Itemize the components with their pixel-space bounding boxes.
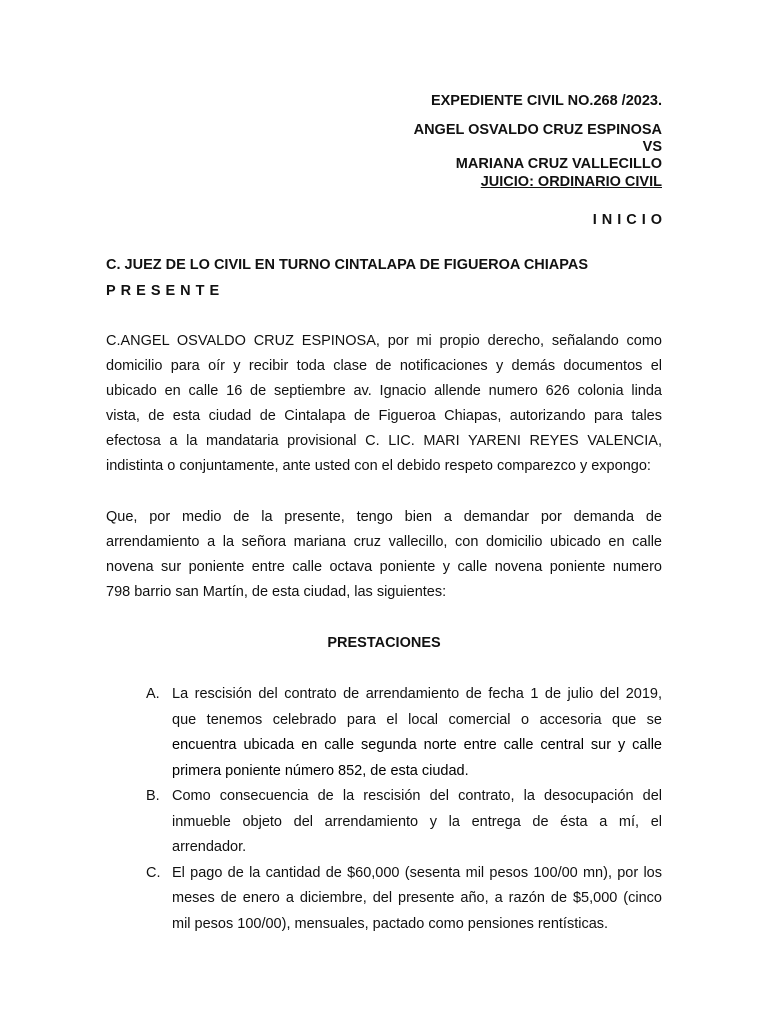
list-line: El pago de la cantidad de $60,000 (sesenta mil pesos 100/00 mn), por los	[172, 864, 662, 881]
list-line: encuentra ubicada en calle segunda norte entre calle central sur y calle	[172, 737, 662, 753]
list-line: que tenemos celebrado para el local comercial o accesoria que se	[172, 711, 662, 728]
list-item	[146, 682, 662, 784]
list-line: La rescisión del contrato de arrendamiento de fecha 1 de julio del 2019,	[172, 686, 662, 702]
list-marker: C.	[146, 864, 161, 881]
demand-line: novena sur poniente entre calle octava poniente y calle novena poniente numero	[106, 559, 662, 575]
case-number: EXPEDIENTE CIVIL NO.268 /2023.	[430, 93, 662, 109]
list-marker: B.	[146, 788, 160, 804]
list-item	[146, 784, 662, 861]
list-item	[146, 861, 662, 938]
list-line: Como consecuencia de la rescisión del contrato, la desocupación del	[172, 788, 662, 804]
demand-line: Que, por medio de la presente, tengo bien a demandar por demanda de	[106, 509, 662, 525]
list-marker: A.	[146, 686, 160, 702]
intro-paragraph	[106, 329, 662, 479]
trial-type: JUICIO: ORDINARIO CIVIL	[480, 174, 662, 190]
demand-paragraph	[106, 505, 662, 605]
plaintiff-name: ANGEL OSVALDO CRUZ ESPINOSA	[413, 122, 662, 138]
start-label: INICIO	[592, 212, 667, 228]
demand-line: arrendamiento a la señora mariana cruz vallecillo, con domicilio ubicado en calle	[106, 534, 662, 550]
list-line: arrendador.	[172, 839, 247, 855]
versus-label: VS	[642, 139, 662, 155]
intro-line: indistinta o conjuntamente, ante usted con el debido respeto comparezco y expongo:	[106, 458, 651, 474]
list-line: primera poniente número 852, de esta ciudad.	[172, 762, 469, 779]
list-line: meses de enero a diciembre, del presente año, a razón de $5,000 (cinco	[172, 890, 662, 906]
intro-line: efectosa a la mandataria provisional C. LIC. MARI YARENI REYES VALENCIA,	[106, 433, 662, 449]
list-line: inmueble objeto del arrendamiento y la entrega de ésta a mí, el	[172, 813, 662, 830]
intro-line: C.ANGEL OSVALDO CRUZ ESPINOSA, por mi propio derecho, señalando como	[106, 333, 662, 349]
defendant-name: MARIANA CRUZ VALLECILLO	[455, 156, 662, 172]
intro-line: ubicado en calle 16 de septiembre av. Ignacio allende numero 626 colonia linda	[106, 383, 662, 399]
intro-line: domicilio para oír y recibir toda clase de notificaciones y demás documentos el	[106, 358, 662, 374]
demand-line: 798 barrio san Martín, de esta ciudad, las siguientes:	[106, 584, 447, 600]
prestaciones-heading: PRESTACIONES	[327, 635, 441, 651]
list-line: mil pesos 100/00), mensuales, pactado como pensiones rentísticas.	[172, 915, 609, 932]
judge-addressee: C. JUEZ DE LO CIVIL EN TURNO CINTALAPA DE FIGUEROA CHIAPAS	[106, 257, 589, 273]
prestaciones-list	[146, 682, 662, 937]
presente-label: PRESENTE	[106, 283, 225, 299]
intro-line: vista, de esta ciudad de Cintalapa de Figueroa Chiapas, autorizando para tales	[106, 408, 662, 424]
